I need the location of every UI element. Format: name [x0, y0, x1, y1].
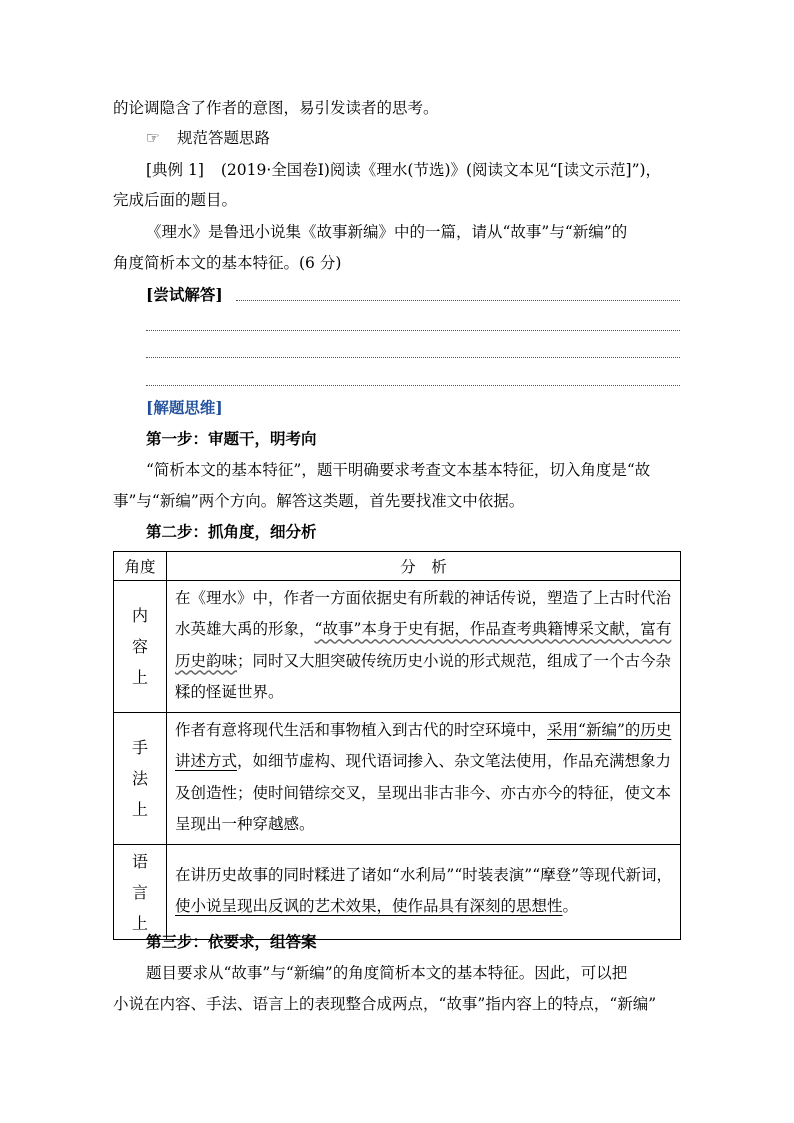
row-angle-language: [114, 845, 167, 940]
question-line-2: 角度简析本文的基本特征。(6 分): [113, 254, 342, 272]
row-analysis-content: [167, 581, 681, 713]
example-source: (2019·全国卷Ⅰ)阅读《理水(节选)》(阅读文本见“[读文示范]”)，: [220, 161, 662, 179]
angle-char: 内: [131, 606, 148, 626]
header-analysis: 分 析: [167, 552, 681, 581]
question-line-1: 《理水》是鲁迅小说集《故事新编》中的一篇，请从“故事”与“新编”的: [146, 223, 628, 241]
step1-para-2: 事”与“新编”两个方向。解答这类题，首先要找准文中依据。: [113, 492, 525, 510]
attempt-label: [尝试解答]: [146, 285, 223, 304]
step1-title: 第一步：审题干，明考向: [146, 429, 317, 448]
analysis-text: 。: [562, 897, 579, 916]
example-source-cont: 完成后面的题目。: [113, 191, 238, 209]
thinking-label: [解题思维]: [146, 398, 223, 417]
analysis-text: ；同时又大胆突破传统历史小说的形式规范，组成了一个古今杂糅的怪诞世界。: [175, 651, 672, 701]
step1-para-1: “简析本文的基本特征”，题干明确要求考查文本基本特征，切入角度是“故: [146, 461, 651, 479]
example-line: [146, 160, 661, 180]
analysis-key-point: 使小说呈现出反讽的艺术效果，使作品具有深刻的思想性: [175, 897, 563, 916]
angle-char: 手: [131, 738, 148, 758]
row-angle-content: [114, 581, 167, 713]
analysis-text: ，如细节虚构、现代语词掺入、杂文笔法使用，作品充满想象力及创造性；使时间错综交叉，呈现出非古非今、亦古亦今的特征，使文本呈现出一种穿越感。: [175, 752, 672, 834]
analysis-key-point: “故事”本身于史有据，作品查考典籍博采文献，富有历史韵味: [175, 620, 672, 670]
intro-tail-text: 的论调隐含了作者的意图，易引发读者的思考。: [113, 99, 439, 117]
angle-char: 言: [131, 882, 148, 902]
section-title: 规范答题思路: [176, 129, 270, 147]
step3-title: 第三步：依要求，组答案: [146, 932, 317, 951]
table-row: [114, 581, 681, 713]
row-analysis-technique: [167, 713, 681, 845]
step3-para-2: 小说在内容、手法、语言上的表现整合成两点，“故事”指内容上的特点，“新编”: [113, 995, 657, 1013]
angle-char: 语: [131, 851, 148, 871]
example-label: [典例 1]: [146, 161, 204, 179]
angle-char: 上: [131, 800, 148, 820]
row-analysis-language: [167, 845, 681, 940]
angle-char: 法: [131, 769, 148, 789]
angle-char: 容: [131, 637, 148, 657]
table-row: [114, 713, 681, 845]
analysis-key-point: 采用“新编”的历史讲述方式: [175, 721, 672, 771]
table-header-row: [114, 552, 681, 581]
pointing-hand-icon: ☞: [146, 129, 160, 147]
analysis-table: [113, 551, 681, 940]
table-row: [114, 845, 681, 940]
angle-char: 上: [131, 668, 148, 688]
answer-line-1[interactable]: [236, 300, 680, 301]
answer-line-4[interactable]: [146, 385, 680, 386]
step2-title: 第二步：抓角度，细分析: [146, 522, 317, 541]
analysis-text: 在《理水》中，作者一方面依据史有所载的神话传说，塑造了上古时代治水英雄大禹的形象，: [175, 589, 672, 639]
step3-para-1: 题目要求从“故事”与“新编”的角度简析本文的基本特征。因此，可以把: [146, 964, 628, 982]
answer-line-3[interactable]: [146, 357, 680, 358]
header-angle: 角度: [114, 552, 167, 581]
analysis-text: 作者有意将现代生活和事物植入到古代的时空环境中，: [175, 721, 548, 740]
section-heading: [146, 128, 270, 148]
answer-line-2[interactable]: [146, 330, 680, 331]
angle-char: 上: [131, 913, 148, 933]
row-angle-technique: [114, 713, 167, 845]
analysis-text: 在讲历史故事的同时糅进了诸如“水利局”“时装表演”“摩登”等现代新词，: [175, 866, 673, 885]
